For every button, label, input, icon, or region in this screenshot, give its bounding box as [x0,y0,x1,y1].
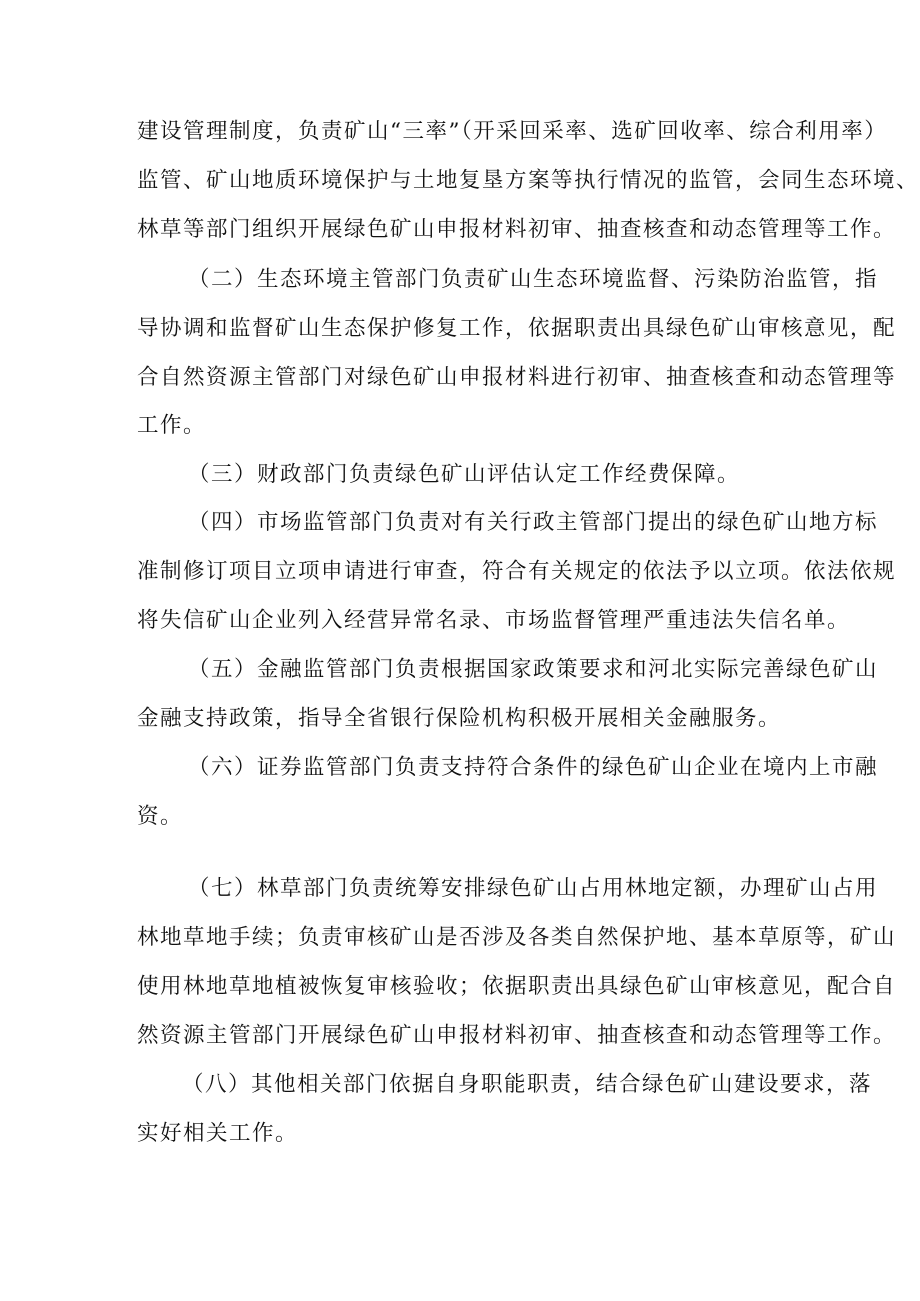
paragraph-2-line-2: 导协调和监督矿山生态保护修复工作，依据职责出具绿色矿山审核意见，配 [137,316,897,341]
paragraph-5-line-1: （五）金融监管部门负责根据国家政策要求和河北实际完善绿色矿山 [188,657,879,682]
paragraph-7-line-4: 然资源主管部门开展绿色矿山申报材料初审、抽查核查和动态管理等工作。 [137,1023,897,1048]
paragraph-7-line-2: 林地草地手续；负责审核矿山是否涉及各类自然保护地、基本草原等，矿山 [137,925,897,950]
paragraph-4-line-2: 准制修订项目立项申请进行审查，符合有关规定的依法予以立项。依法依规 [137,559,897,584]
paragraph-4-line-3: 将失信矿山企业列入经营异常名录、市场监督管理严重违法失信名单。 [137,608,851,633]
paragraph-7-line-3: 使用林地草地植被恢复审核验收；依据职责出具绿色矿山审核意见，配合自 [137,974,897,999]
paragraph-7-line-1: （七）林草部门负责统筹安排绿色矿山占用林地定额，办理矿山占用 [188,876,879,901]
paragraph-2-line-4: 工作。 [137,413,207,438]
paragraph-6-line-2: 资。 [137,804,184,829]
text-line-3: 林草等部门组织开展绿色矿山申报材料初审、抽查核查和动态管理等工作。 [137,217,897,242]
paragraph-3-line-1: （三）财政部门负责绿色矿山评估认定工作经费保障。 [188,462,741,487]
paragraph-2-line-1: （二）生态环境主管部门负责矿山生态环境监督、污染防治监管，指 [188,267,879,292]
text-line-2: 监管、矿山地质环境保护与土地复垦方案等执行情况的监管，会同生态环境、 [137,168,920,193]
paragraph-6-line-1: （六）证券监管部门负责支持符合条件的绿色矿山企业在境内上市融 [188,755,879,780]
paragraph-4-line-1: （四）市场监管部门负责对有关行政主管部门提出的绿色矿山地方标 [188,510,879,535]
paragraph-8-line-2: 实好相关工作。 [137,1121,299,1146]
text-line-1: 建设管理制度，负责矿山“三率”（开采回采率、选矿回收率、综合利用率） [137,119,888,144]
paragraph-5-line-2: 金融支持政策，指导全省银行保险机构积极开展相关金融服务。 [137,706,782,731]
paragraph-2-line-3: 合自然资源主管部门对绿色矿山申报材料进行初审、抽查核查和动态管理等 [137,365,897,390]
paragraph-8-line-1: （八）其他相关部门依据自身职能职责，结合绿色矿山建设要求，落 [182,1072,873,1097]
